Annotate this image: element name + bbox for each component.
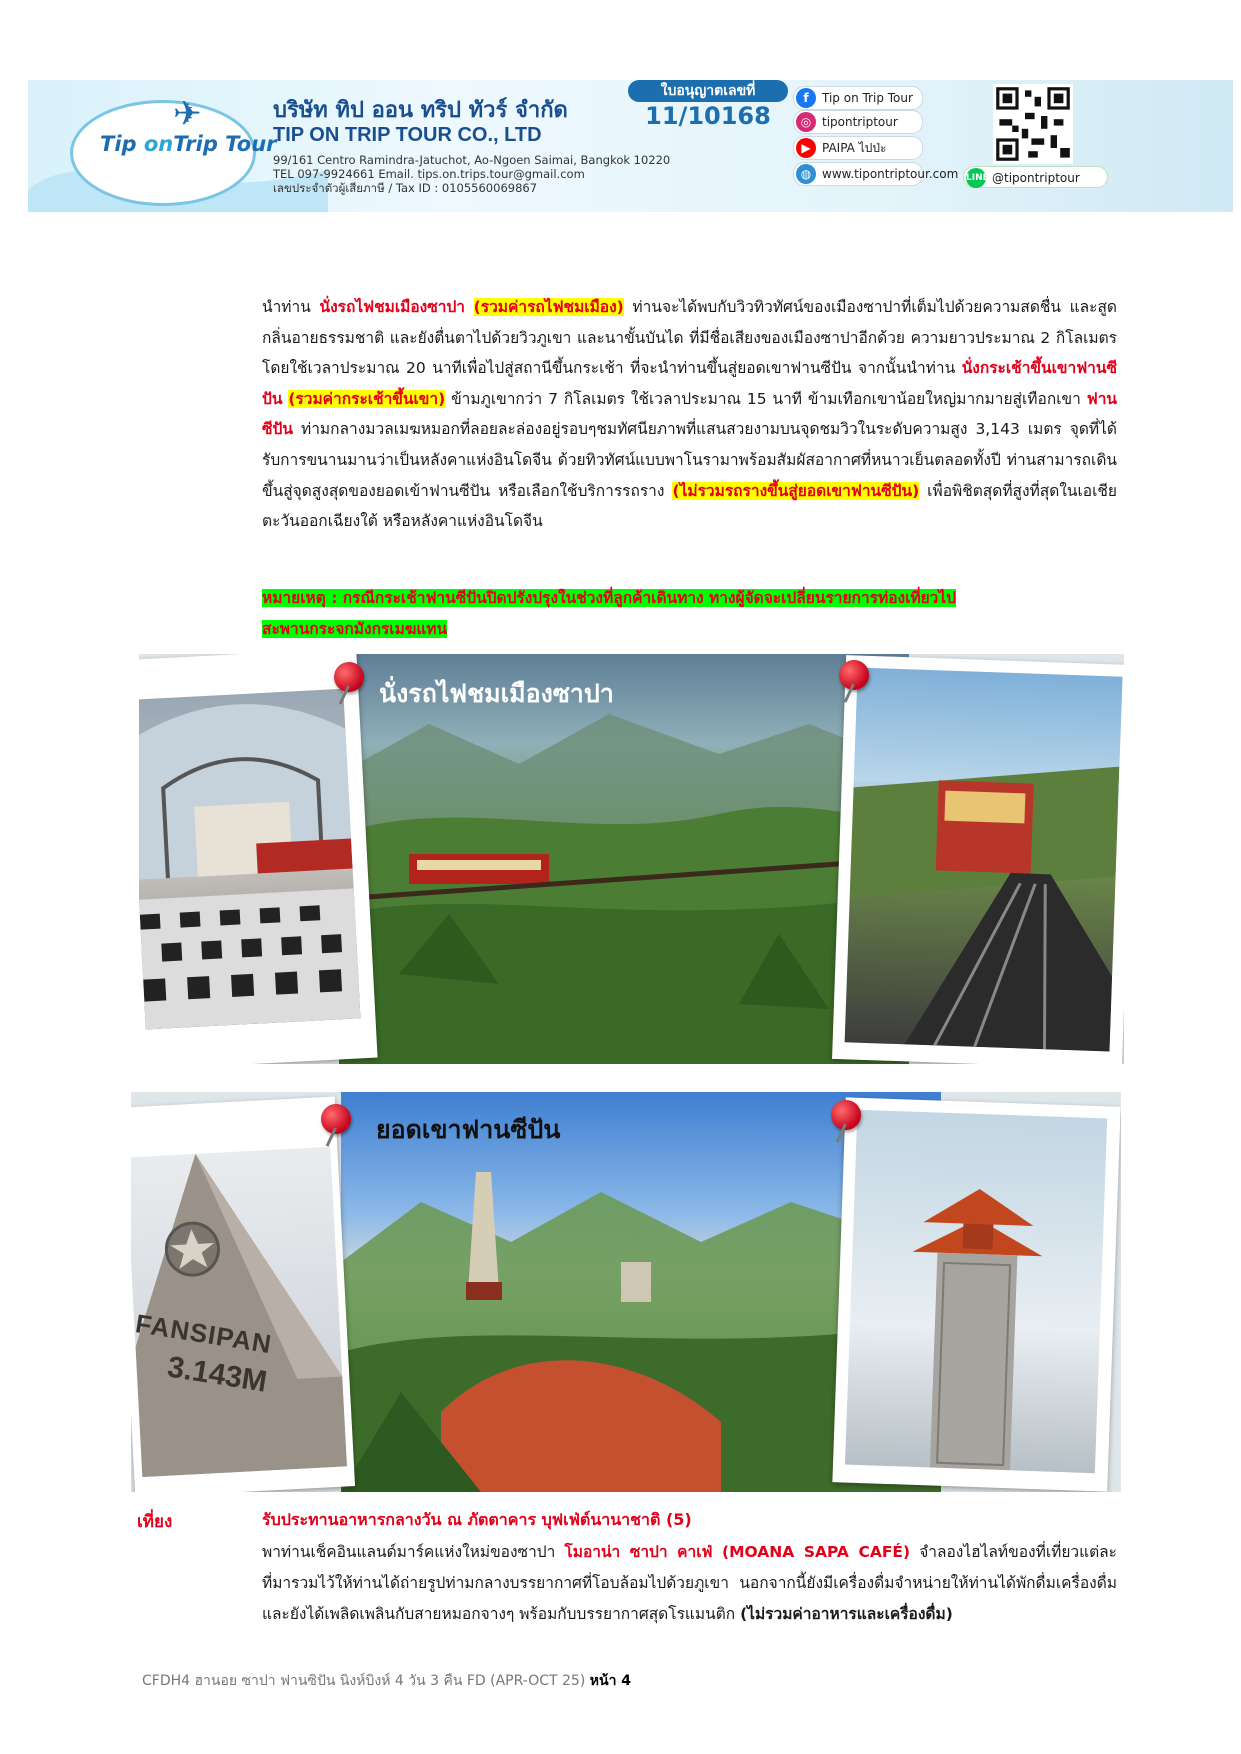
line-icon: LINE [966,168,986,188]
company-name-english: TIP ON TRIP TOUR CO., LTD [273,124,542,146]
fansipan-sign-text: FANSIPAN [133,1308,275,1360]
fansipan-photo-collage [131,1092,1121,1492]
remark-note: หมายเหตุ : กรณีกระเช้าฟานซีปันปิดปรังปรุงในช่วงที่ลูกค้าเดินทาง ทางผู้จัดจะเปลี่ยนรายการท่องเที่ยวไป สะพานกระจกมังกรเมฆแทน [262,589,957,638]
license-number: 11/10168 [645,102,771,130]
youtube-link[interactable]: ▶ PAIPA ไปป่ะ [793,136,923,160]
fansipan-altitude-text: 3.143M [165,1350,270,1399]
instagram-link[interactable]: ◎ tipontriptour [793,110,923,134]
license-box [628,80,788,140]
funicular-photo [845,667,1123,1051]
train-mountain-photo [339,654,909,1064]
page-number: หน้า 4 [589,1673,632,1689]
collage-title-fansipan: ยอดเขาฟานซีปัน [376,1115,561,1144]
facebook-link[interactable]: f Tip on Trip Tour [793,86,923,110]
qr-code-icon [993,84,1073,164]
plane-icon: ✈ [173,94,202,134]
pushpin-icon [321,1104,351,1134]
facebook-icon: f [796,88,816,108]
pushpin-icon [831,1100,861,1130]
excluded-tram-fee: (ไม่รวมรถรางขึ้นสู่ยอดเขาฟานซีปัน) [672,481,920,500]
temple-tower-frame [832,1097,1120,1491]
company-address: 99/161 Centro Ramindra-Jatuchot, Ao-Ngoen Saimai, Bangkok 10220 TEL 097-9924661 Email. tips.on.trips.tour@gmail.com เลขประจำตัวผู้เสียภาษี / Tax ID : 0105560069867 [273,153,671,195]
included-cable-car-fee: (รวมค่ากระเช้าขึ้นเขา) [288,389,446,408]
youtube-icon: ▶ [796,138,816,158]
mountain-illustration [339,654,909,1064]
included-train-fee: (รวมค่ารถไฟชมเมือง) [473,298,624,316]
cafe-name: โมอาน่า ซาปา คาเฟ่ (MOANA SAPA CAFÉ) [564,1543,911,1561]
funicular-photo-frame [832,655,1124,1064]
license-label: ใบอนุญาตเลขที่ [628,80,788,102]
temple-tower-photo [845,1110,1107,1474]
company-name-thai: บริษัท ทิป ออน ทริป ทัวร์ จำกัด [273,98,568,123]
header-banner [28,80,1233,212]
page-footer: CFDH4 ฮานอย ซาปา ฟานซิปัน นิงห์บิงห์ 4 วัน 3 คืน FD (APR-OCT 25) หน้า 4 [142,1673,632,1689]
itinerary-paragraph: นำท่าน นั่งรถไฟชมเมืองซาปา (รวมค่ารถไฟชมเมือง) ท่านจะได้พบกับวิวทิวทัศน์ของเมืองซาปาที่เต็มไปด้วยความสดชื่น และสูดกลิ่นอายธรรมชาติ และยังตื่นตาไปด้วยวิวภูเขา และนาขั้นบันได ที่มีชื่อเสียงของเมืองซาปาอีกด้วย ความยาวประมาณ 2 กิโลเมตร โดยใช้เวลาประมาณ 20 นาทีเพื่อไปสู่สถานีขึ้นกระเช้า ที่จะนำท่านขึ้นสู่ยอดเขาฟานซีปัน จากนั้นนำท่าน นั่งกระเช้าขึ้นเขาฟานซีปัน (รวมค่ากระเช้าขึ้นเขา) ข้ามภูเขากว่า 7 กิโลเมตร ใช้เวลาประมาณ 15 นาที ข้ามเทือกเขาน้อยใหญ่มากมายสู่เทือกเขา ฟานซีปัน ท่ามกลางมวลเมฆหมอกที่ลอยละล่องอยู่รอบๆชมทัศนียภาพที่แสนสวยงามบนจุดชมวิวในระดับความสูง 3,143 เมตร จุดที่ได้รับการขนานมานว่าเป็นหลังคาแห่งอินโดจีน ด้วยทิวทัศน์แบบพาโนรามาพร้อมสัมผัสอากาศที่หนาวเย็นตลอดทั้งปี ท่านสามารถเดินขึ้นสู่จุดสูงสุดของยอดเข้าฟานซีปัน หรือเลือกใช้บริการรถราง (ไม่รวมรถรางขึ้นสู่ยอดเขาฟานซีปัน) เพื่อพิชิตสุดที่สูงที่สุดในเอเชียตะวันออกเฉียงใต้ หรือหลังคาแห่งอินโดจีน [262,298,1118,531]
instagram-icon: ◎ [796,112,816,132]
line-link[interactable]: LINE @tipontriptour [963,166,1108,188]
lunch-description: พาท่านเช็คอินแลนด์มาร์คแห่งใหม่ของซาปา โมอาน่า ซาปา คาเฟ่ (MOANA SAPA CAFÉ) จำลองไฮไลท์ของที่เที่ยวแต่ละที่มารวมไว้ให้ท่านได้ถ่ายรูปท่ามกลางบรรยากาศที่โอบล้อมไปด้วยภูเขา นอกจากนี้ยังมีเครื่องดื่มจำหน่ายให้ท่านได้พักดื่มเครื่องดื่ม และยังได้เพลิดเพลินกับสายหมอกจางๆ พร้อมกับบรรยากาศสุดโรแมนติก (ไม่รวมค่าอาหารและเครื่องดื่ม) [262,1543,1117,1623]
globe-icon: ◍ [796,164,816,184]
meal-time-label: เที่ยง [137,1512,173,1532]
fansipan-sign-frame [131,1097,355,1492]
station-interior-photo [139,689,360,1030]
highlight-train: นั่งรถไฟชมเมืองซาปา [319,298,466,316]
logo-text: Tip onTrip Tour [100,132,277,156]
fansipan-sign-photo [131,1147,347,1477]
excluded-food-note: (ไม่รวมค่าอาหารและเครื่องดื่ม) [740,1605,953,1623]
pushpin-icon [839,660,869,690]
website-link[interactable]: ◍ www.tipontriptour.com [793,162,923,186]
lunch-title: รับประทานอาหารกลางวัน ณ ภัตตาคาร บุฟเฟ่ต์นานาชาติ (5) [262,1510,692,1529]
collage-title-train: นั่งรถไฟชมเมืองซาปา [379,679,614,708]
highlight-fansipan: ฟานซีปัน [262,389,1117,439]
station-photo-frame [139,654,378,1064]
train-photo-collage [139,654,1124,1064]
highlight-cable-car: นั่งกระเช้าขึ้นเขาฟานซีปัน [262,359,1117,408]
pushpin-icon [334,662,364,692]
